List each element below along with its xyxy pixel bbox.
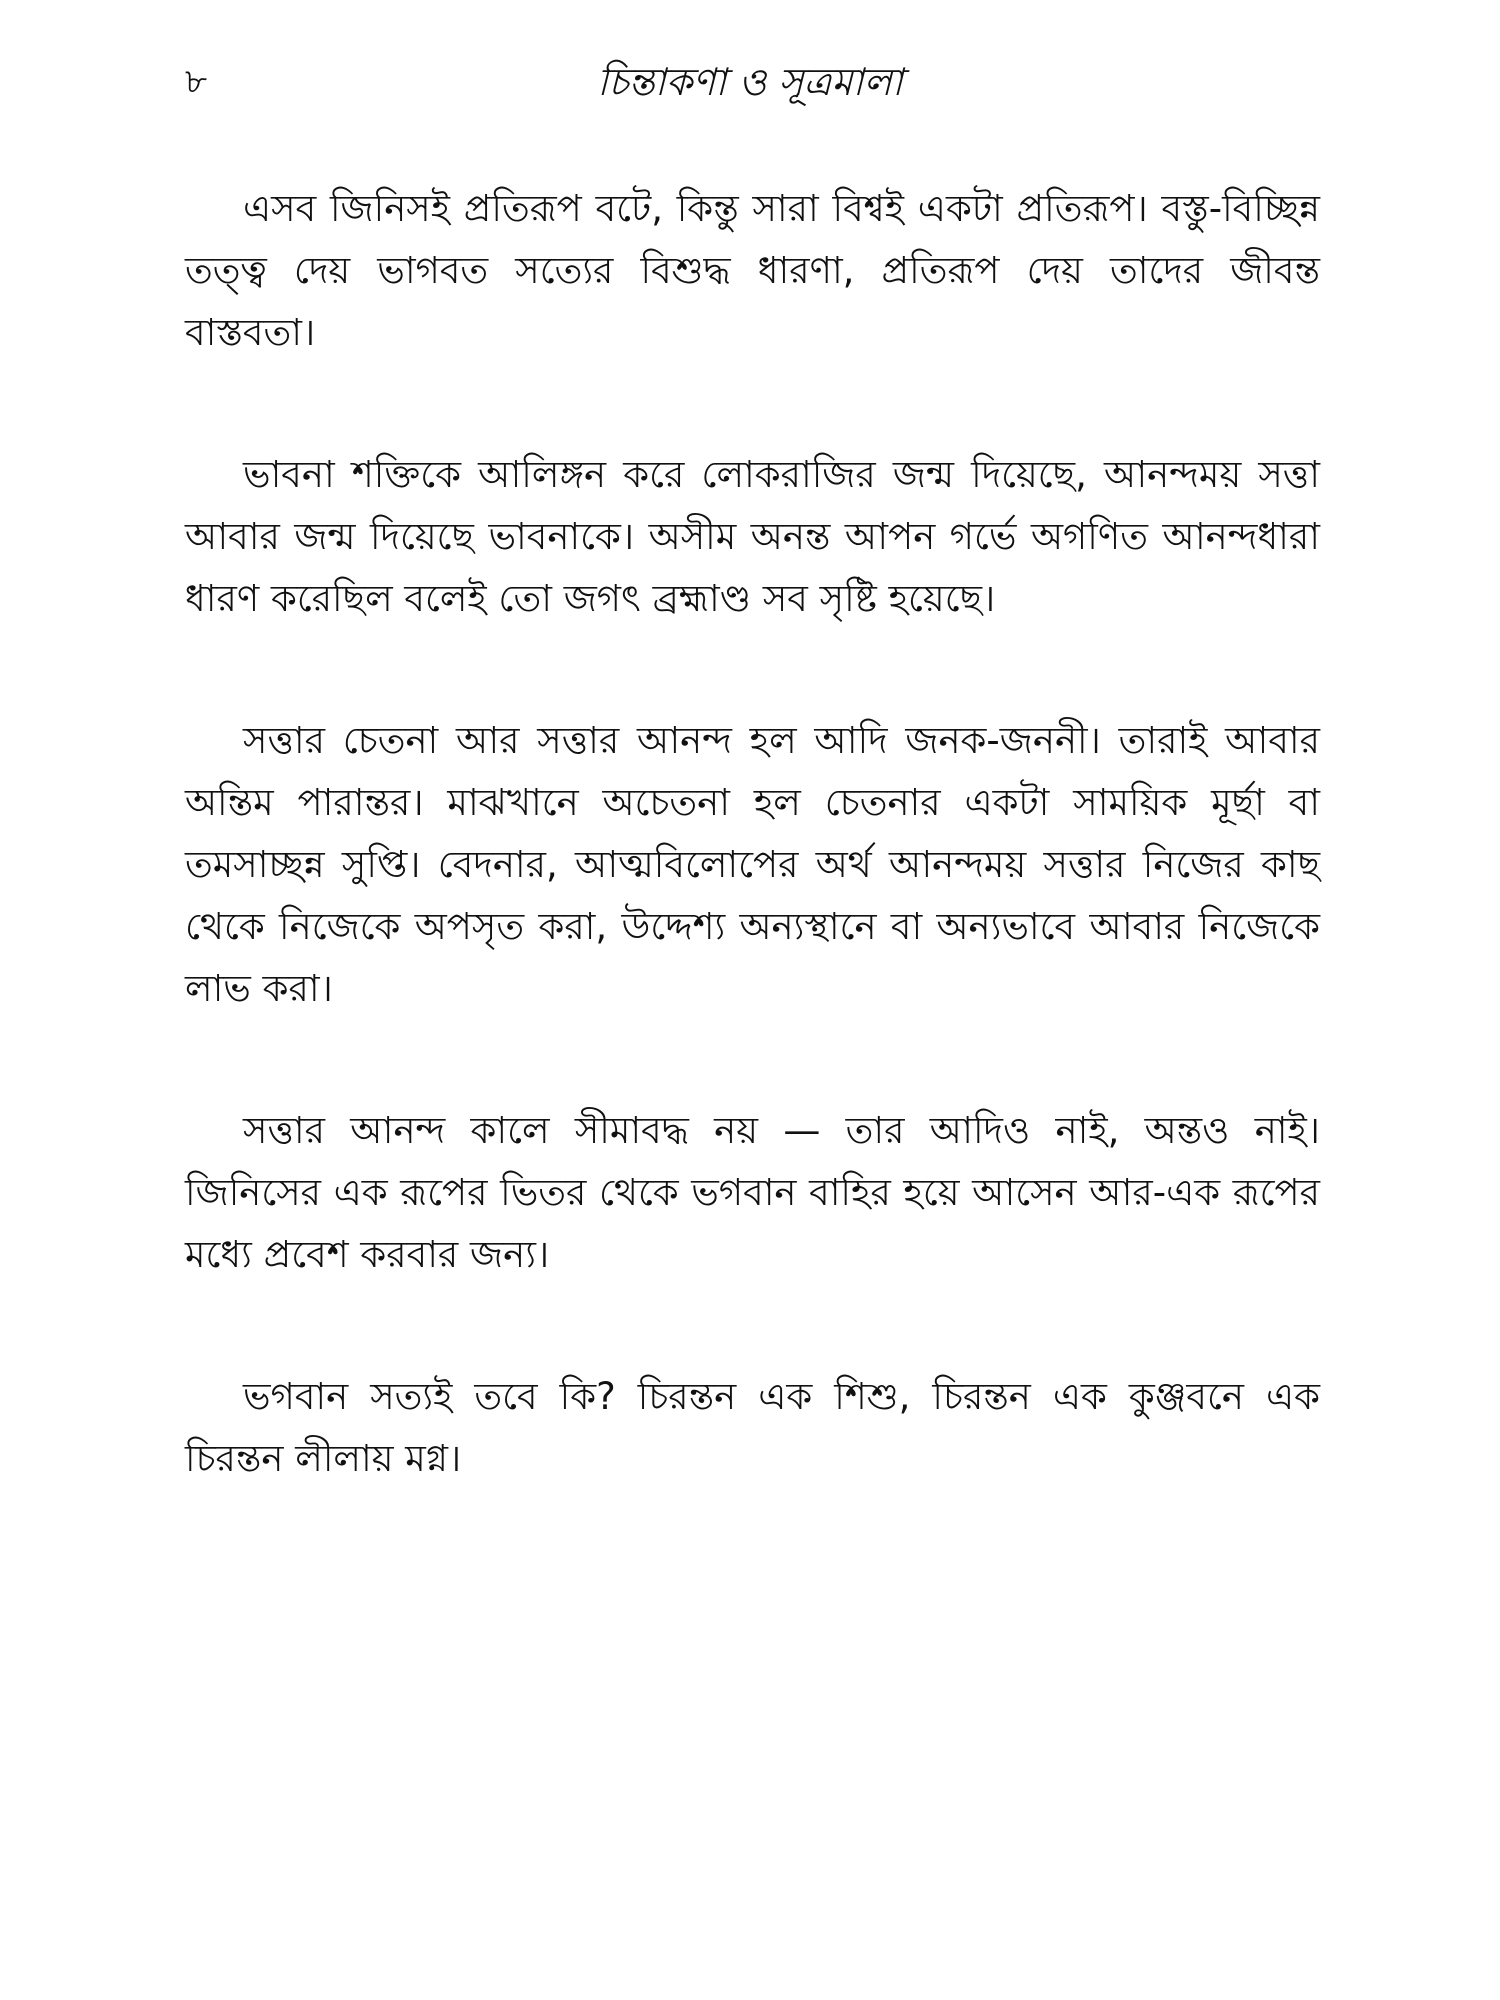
paragraph: সত্তার চেতনা আর সত্তার আনন্দ হল আদি জনক-জননী। তারাই আবার অন্তিম পারান্তর। মাঝখানে অচেতনা হল চেতনার একটা সাময়িক মূর্ছা বা তমসাচ্ছন্ন সুপ্তি। বেদনার, আত্মবিলোপের অর্থ আনন্দময় সত্তার নিজের কাছ থেকে নিজেকে অপসৃত করা, উদ্দেশ্য অন্যস্থানে বা অন্যভাবে আবার নিজেকে লাভ করা। (185, 719, 1320, 1010)
page-number: ৮ (185, 62, 208, 102)
paragraph: সত্তার আনন্দ কালে সীমাবদ্ধ নয় — তার আদিও নাই, অন্তও নাই। জিনিসের এক রূপের ভিতর থেকে ভগবান বাহির হয়ে আসেন আর-এক রূপের মধ্যে প্রবেশ করবার জন্য। (185, 1109, 1320, 1276)
paragraph: ভগবান সত্যই তবে কি? চিরন্তন এক শিশু, চিরন্তন এক কুঞ্জবনে এক চিরন্তন লীলায় মগ্ন। (185, 1375, 1320, 1480)
body-text (185, 178, 1320, 1570)
paragraph: এসব জিনিসই প্রতিরূপ বটে, কিন্তু সারা বিশ্বই একটা প্রতিরূপ। বস্তু-বিচ্ছিন্ন তত্ত্ব দেয় ভাগবত সত্যের বিশুদ্ধ ধারণা, প্রতিরূপ দেয় তাদের জীবন্ত বাস্তবতা। (185, 187, 1320, 354)
paragraph: ভাবনা শক্তিকে আলিঙ্গন করে লোকরাজির জন্ম দিয়েছে, আনন্দময় সত্তা আবার জন্ম দিয়েছে ভাবনাকে। অসীম অনন্ত আপন গর্ভে অগণিত আনন্দধারা ধারণ করেছিল বলেই তো জগৎ ব্রহ্মাণ্ড সব সৃষ্টি হয়েছে। (185, 453, 1320, 620)
book-title: চিন্তাকণা ও সূত্রমালা (597, 60, 903, 104)
running-head (185, 52, 1315, 112)
